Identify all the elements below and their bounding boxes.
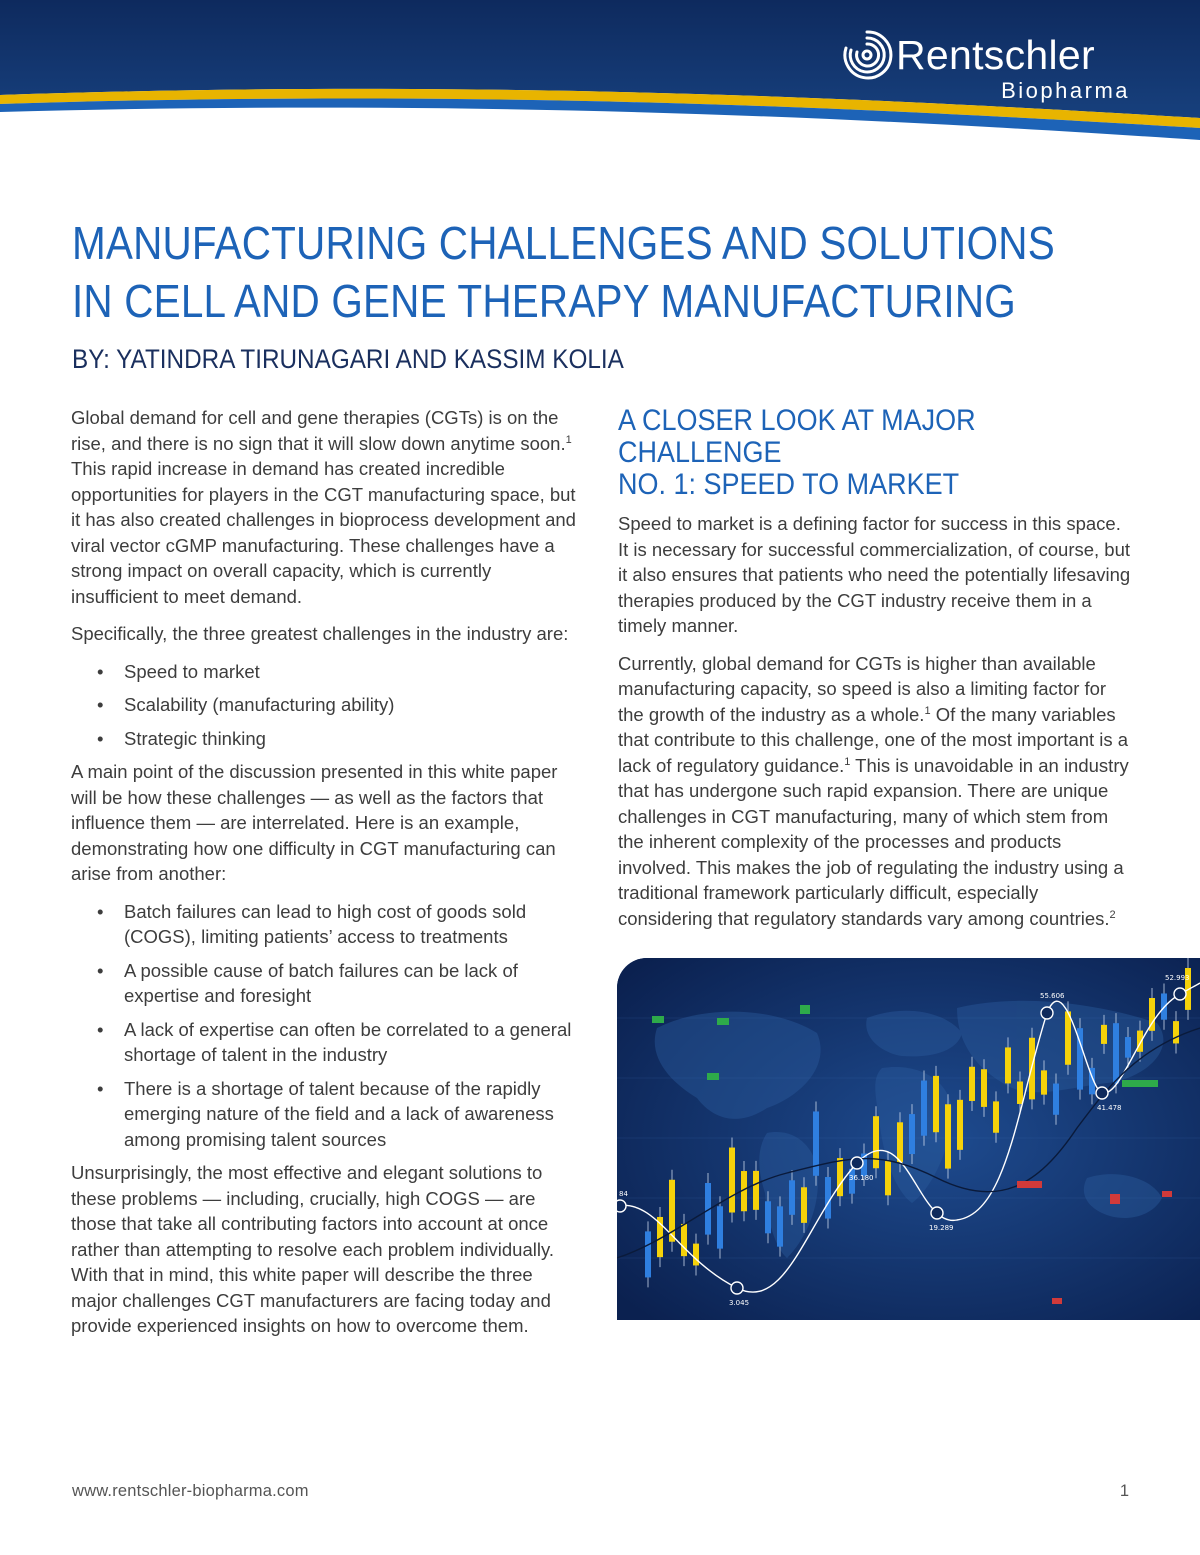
- demand-text-b: Of the many variables that contribute to this challenge, one of the most important is a lack of regulatory guidance.: [618, 703, 1129, 776]
- market-chart-image: [617, 958, 1200, 1320]
- candle-body: [1041, 1070, 1047, 1094]
- candle-body: [801, 1187, 807, 1223]
- candle-body: [693, 1244, 699, 1266]
- candle-body: [1065, 1011, 1071, 1064]
- page-title: [72, 214, 1163, 330]
- intro-paragraph: [71, 405, 583, 609]
- candle-body: [993, 1101, 999, 1132]
- brand-subtitle: Biopharma: [1001, 78, 1130, 103]
- candle-body: [1125, 1037, 1131, 1058]
- candle-body: [717, 1206, 723, 1248]
- candle-body: [681, 1224, 687, 1256]
- list-item: • There is a shortage of talent because of the rapidly emerging nature of the field and a lack of awareness among promising talent sources: [71, 1076, 583, 1153]
- speed-paragraph: Speed to market is a defining factor for success in this space. It is necessary for successful commercialization, of course, but it also ensures that patients who need the potentially lifesaving therapies produced by the CGT industry receive them in a timely manner.: [618, 513, 1131, 636]
- world-map-candlestick-illustration: [617, 958, 1200, 1320]
- byline: BY: YATINDRA TIRUNAGARI AND KASSIM KOLIA: [72, 344, 624, 374]
- point-label: 3.045: [729, 1299, 750, 1307]
- candle-body: [921, 1081, 927, 1136]
- conclusion-paragraph: Unsurprisingly, the most effective and elegant solutions to these problems — including, crucially, high COGS — are those that take all contributing factors into account at once rather than attempting to resolve each problem individually. With that in mind, this white paper will describe the three major challenges CGT manufacturers are facing today and provide experienced insights on how to overcome them.: [71, 1162, 554, 1336]
- candle-body: [837, 1158, 843, 1196]
- candle-body: [1113, 1023, 1119, 1083]
- candle-body: [1005, 1047, 1011, 1083]
- point-label: 55.606: [1040, 992, 1065, 1000]
- section-heading-line-1: A CLOSER LOOK AT MAJOR CHALLENGE: [618, 404, 976, 469]
- header-band: [0, 0, 1200, 140]
- candle-body: [969, 1067, 975, 1101]
- candle-body: [825, 1177, 831, 1219]
- footnote-ref[interactable]: 1: [844, 755, 851, 768]
- candle-body: [753, 1171, 759, 1210]
- candle-body: [729, 1148, 735, 1213]
- point-label: 84: [619, 1190, 628, 1198]
- candle-body: [957, 1100, 963, 1150]
- candle-body: [1101, 1025, 1107, 1044]
- candle-body: [909, 1114, 915, 1154]
- candle-body: [1173, 1021, 1179, 1043]
- brand-name: Rentschler: [896, 32, 1095, 78]
- footer-website-link[interactable]: www.rentschler-biopharma.com: [72, 1482, 309, 1500]
- footnote-ref[interactable]: 1: [924, 704, 931, 717]
- point-label: 52.993: [1165, 974, 1190, 982]
- list-item: • Speed to market: [71, 659, 583, 685]
- title-line-2: IN CELL AND GENE THERAPY MANUFACTURING: [72, 275, 1016, 327]
- candle-body: [765, 1201, 771, 1233]
- candle-body: [645, 1231, 651, 1277]
- list-item: • A possible cause of batch failures can be lack of expertise and foresight: [71, 958, 583, 1009]
- list-item: • Strategic thinking: [71, 726, 583, 752]
- candle-body: [1053, 1084, 1059, 1115]
- right-column: [618, 405, 1133, 943]
- candle-body: [945, 1104, 951, 1168]
- candle-body: [1017, 1081, 1023, 1103]
- page-number: 1: [1119, 1482, 1129, 1500]
- footnote-ref[interactable]: 1: [565, 433, 572, 446]
- left-column: [71, 405, 583, 1351]
- point-label: 36.180: [849, 1174, 874, 1182]
- footnote-ref[interactable]: 2: [1109, 908, 1116, 921]
- demand-text-a: Currently, global demand for CGTs is higher than available manufacturing capacity, so speed is also a limiting factor for the growth of the industry as a whole.: [618, 652, 1107, 725]
- demand-paragraph: [618, 651, 1133, 932]
- candle-body: [897, 1122, 903, 1162]
- point-label: 19.289: [929, 1224, 954, 1232]
- chain-list: [71, 899, 583, 1153]
- section-heading: [618, 405, 1122, 501]
- intro-text-a: Global demand for cell and gene therapies (CGTs) is on the rise, and there is no sign that it will slow down anytime soon.: [71, 407, 566, 454]
- discussion-paragraph: A main point of the discussion presented in this white paper will be how these challenges — as well as the factors that influence them — are interrelated. Here is an example, demonstrating how one difficulty in CGT manufacturing can arise from another:: [71, 761, 558, 884]
- title-line-1: MANUFACTURING CHALLENGES AND SOLUTIONS: [72, 217, 1055, 269]
- list-item: • Scalability (manufacturing ability): [71, 692, 583, 718]
- section-heading-line-2: NO. 1: SPEED TO MARKET: [618, 468, 960, 501]
- challenges-list: [71, 659, 583, 752]
- rentschler-logo[interactable]: [840, 28, 1130, 108]
- candle-body: [933, 1076, 939, 1132]
- concentric-swirl-icon: [840, 28, 894, 82]
- intro-text-b: This rapid increase in demand has created incredible opportunities for players in the CGT manufacturing space, but it has also created challenges in bioprocess development and viral vector cGMP manufacturing. These challenges have a strong impact on overall capacity, which is currently insufficient to meet demand.: [71, 458, 576, 607]
- list-item: • Batch failures can lead to high cost of goods sold (COGS), limiting patients’ access to treatments: [71, 899, 583, 950]
- list-item: • A lack of expertise can often be correlated to a general shortage of talent in the industry: [71, 1017, 583, 1068]
- candle-body: [885, 1161, 891, 1195]
- challenges-lead: Specifically, the three greatest challenges in the industry are:: [71, 623, 569, 644]
- candle-body: [981, 1069, 987, 1107]
- candle-body: [789, 1180, 795, 1215]
- candle-body: [873, 1116, 879, 1168]
- candle-body: [777, 1206, 783, 1246]
- point-label: 41.478: [1097, 1104, 1122, 1112]
- demand-text-c: This is unavoidable in an industry that has undergone such rapid expansion. There are unique challenges in CGT manufacturing, many of which stem from the inherent complexity of the processes and products involved. This makes the job of regulating the industry using a traditional framework particularly difficult, especially considering that regulatory standards vary among countries.: [618, 754, 1129, 929]
